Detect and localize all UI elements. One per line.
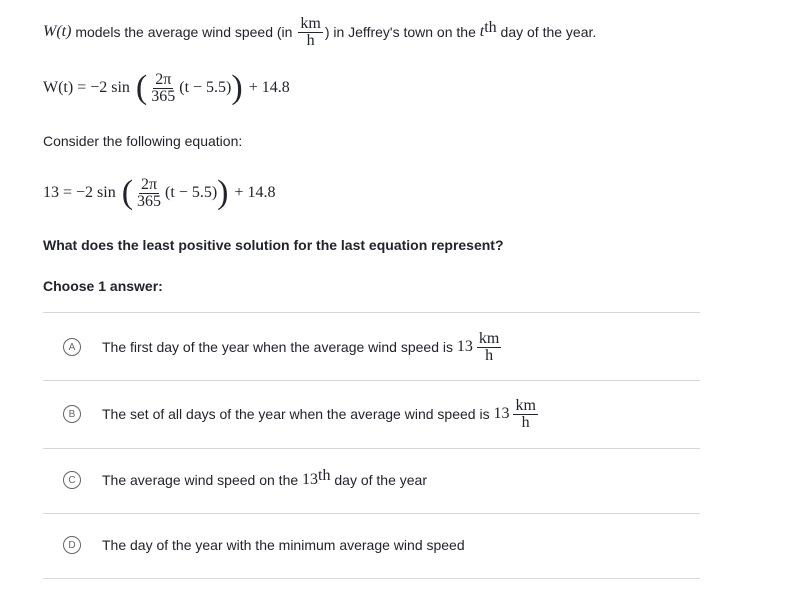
choice-d[interactable] [63,525,693,565]
intro-part-3: day of the year. [496,24,597,40]
choice-a-value: 13 [456,338,473,355]
unit-numerator: km [300,14,321,32]
unit-numerator: km [478,329,500,347]
fraction-denominator: 365 [137,192,162,210]
choice-c-label: The average wind speed on the [102,472,303,488]
choice-b[interactable] [63,394,693,434]
choice-c-value: 13 [302,471,319,488]
choice-letter-d: D [63,536,81,554]
choice-a-text [102,331,503,364]
intro-text [43,14,596,50]
choice-letter-a: A [63,338,81,356]
choice-divider [43,513,700,514]
choice-divider [43,380,700,381]
fraction-numerator: 2π [155,70,172,88]
choice-a-label: The first day of the year when the average wind speed is [102,339,457,355]
equation-given-lhs: 13 = −2 sin [43,184,116,201]
variable-t: t [479,23,485,40]
right-paren: ) [217,174,229,211]
equation-given-inner: (t − 5.5) [165,184,218,201]
choice-divider [43,448,700,449]
choice-a-unit [477,331,501,364]
right-paren: ) [231,69,243,106]
fraction-denominator: 365 [151,87,176,105]
question-text: What does the least positive solution for the last equation represent? [43,237,504,253]
choice-b-label: The set of all days of the year when the average wind speed is [102,406,494,422]
choice-divider [43,312,700,313]
choice-d-text: The day of the year with the minimum average wind speed [102,537,465,553]
choice-b-value: 13 [493,405,510,422]
choice-b-unit [513,398,537,431]
left-paren: ( [121,174,134,211]
equation-model-rhs: + 14.8 [248,79,290,96]
intro-part-1: models the average wind speed (in [71,24,297,40]
equation-model-lhs: W(t) = −2 sin [43,79,130,96]
choice-c-ordinal: th [318,467,331,484]
unit-fraction [298,16,322,49]
choice-c-text [102,467,427,489]
fraction-numerator: 2π [141,175,158,193]
equation-model [43,68,290,108]
choice-c-label-end: day of the year [330,472,427,488]
equation-given-fraction [135,177,163,210]
choice-letter-b: B [63,405,81,423]
function-name: W(t) [43,23,72,40]
choice-b-text [102,398,540,431]
ordinal-suffix: th [484,19,497,36]
unit-denominator: h [521,413,530,431]
consider-text: Consider the following equation: [43,133,243,149]
left-paren: ( [135,69,148,106]
unit-denominator: h [306,31,315,49]
equation-model-inner: (t − 5.5) [179,79,232,96]
equation-model-fraction [149,72,177,105]
choice-a[interactable] [63,327,693,367]
choice-divider [43,578,700,579]
unit-numerator: km [515,396,536,414]
choice-c[interactable] [63,460,693,500]
choice-letter-c: C [63,471,81,489]
intro-part-2: ) in Jeffrey's town on the [324,24,480,40]
equation-given [43,173,276,213]
unit-denominator: h [485,346,494,364]
choose-label: Choose 1 answer: [43,278,163,294]
equation-given-rhs: + 14.8 [234,184,276,201]
